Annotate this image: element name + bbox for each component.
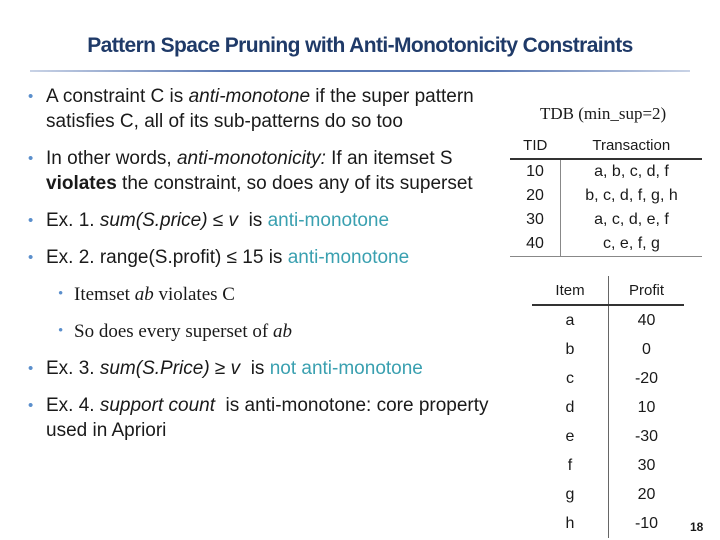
tid-cell: 20 bbox=[526, 187, 544, 204]
profit-cell: -10 bbox=[634, 514, 659, 532]
table-header-row bbox=[510, 132, 702, 159]
transaction-cell: a, c, d, e, f bbox=[561, 208, 703, 232]
tid-header: TID bbox=[510, 132, 561, 159]
slide-title: Pattern Space Pruning with Anti-Monotonicity Constraints bbox=[87, 34, 633, 57]
bullet-example-4 bbox=[26, 393, 506, 443]
item-profit-table bbox=[532, 276, 684, 538]
bullet-emphasis: anti-monotonicity: bbox=[176, 148, 326, 169]
bullet-text: Ex. 3. bbox=[46, 358, 100, 379]
bullet-example-2 bbox=[26, 245, 506, 270]
bullet-emphasis: ab bbox=[134, 284, 154, 305]
bullet-dot-icon: • bbox=[28, 150, 34, 167]
bullet-text: A constraint C is bbox=[46, 86, 189, 107]
table-row bbox=[532, 305, 684, 335]
item-cell: c bbox=[532, 364, 609, 393]
tid-cell: 30 bbox=[526, 211, 544, 228]
bullet-text: if the super pattern satisfies C, all of its sub-patterns do so too bbox=[46, 86, 474, 132]
tid-cell: 40 bbox=[510, 232, 561, 257]
table-row bbox=[532, 480, 684, 509]
bullet-dot-icon: • bbox=[28, 360, 34, 377]
bullet-emphasis: anti-monotone bbox=[188, 86, 311, 107]
bullet-example-1 bbox=[26, 208, 506, 233]
sub-bullet-superset bbox=[26, 319, 506, 344]
bullet-text: In other words, bbox=[46, 148, 177, 169]
bullet-text: Ex. 4. bbox=[46, 395, 100, 416]
bullet-emphasis: ab bbox=[272, 321, 292, 342]
bullet-colored: anti-monotone bbox=[287, 247, 410, 268]
table-row bbox=[510, 184, 702, 208]
bullet-in-other-words bbox=[26, 146, 506, 196]
bullet-text: Itemset bbox=[74, 284, 135, 305]
bullet-text: the constraint, so does any of its superset bbox=[116, 173, 473, 194]
bullet-dot-icon: • bbox=[58, 323, 64, 339]
item-cell: f bbox=[532, 451, 609, 480]
profit-header: Profit bbox=[609, 276, 685, 305]
profit-cell: 30 bbox=[637, 456, 656, 474]
tid-cell: 10 bbox=[526, 163, 544, 180]
bullet-text: is anti-monotone: core property used in Apriori bbox=[46, 395, 494, 441]
bullet-text: Ex. 2. range(S.profit) ≤ 15 is bbox=[46, 247, 288, 268]
table-row bbox=[510, 232, 702, 257]
transaction-cell: a, b, c, d, f bbox=[561, 159, 703, 184]
table-row bbox=[510, 159, 702, 184]
table-row bbox=[532, 509, 684, 538]
item-cell: g bbox=[532, 480, 609, 509]
bullet-text: So does every superset of bbox=[74, 321, 273, 342]
bullet-list bbox=[26, 84, 506, 443]
transaction-cell: b, c, d, f, g, h bbox=[561, 184, 703, 208]
table-row bbox=[532, 364, 684, 393]
table-row bbox=[510, 208, 702, 232]
bullet-text: is bbox=[238, 210, 268, 231]
bullet-text: Ex. 1. bbox=[46, 210, 100, 231]
bullet-text: violates C bbox=[153, 284, 235, 305]
tdb-table-title: TDB (min_sup=2) bbox=[540, 104, 667, 123]
bullet-strong: violates bbox=[46, 173, 117, 194]
profit-cell: -30 bbox=[634, 427, 659, 445]
item-cell: h bbox=[532, 509, 609, 538]
table-row bbox=[532, 451, 684, 480]
profit-cell: 10 bbox=[637, 398, 656, 416]
bullet-example-3 bbox=[26, 356, 506, 381]
bullet-text: is bbox=[240, 358, 270, 379]
page-number: 18 bbox=[690, 520, 704, 534]
transaction-header: Transaction bbox=[561, 132, 703, 159]
sub-bullet-itemset bbox=[26, 282, 506, 307]
item-cell: e bbox=[532, 422, 609, 451]
profit-cell: 0 bbox=[642, 340, 651, 358]
bullet-dot-icon: • bbox=[58, 286, 64, 302]
bullet-emphasis: support count bbox=[99, 395, 215, 416]
table-row bbox=[532, 335, 684, 364]
bullet-colored: not anti-monotone bbox=[269, 358, 423, 379]
bullet-colored: anti-monotone bbox=[267, 210, 390, 231]
profit-cell: -20 bbox=[634, 369, 659, 387]
transaction-cell: c, e, f, g bbox=[561, 232, 703, 257]
transaction-database-table bbox=[510, 132, 702, 257]
profit-cell: 20 bbox=[637, 485, 656, 503]
table-header-row bbox=[532, 276, 684, 305]
bullet-expression: sum(S.price) ≤ v bbox=[99, 210, 239, 231]
item-header: Item bbox=[532, 276, 609, 305]
item-cell: b bbox=[532, 335, 609, 364]
profit-cell: 40 bbox=[637, 311, 656, 329]
item-cell: a bbox=[532, 305, 609, 335]
title-underline bbox=[30, 70, 690, 72]
bullet-dot-icon: • bbox=[28, 212, 34, 229]
bullet-dot-icon: • bbox=[28, 88, 34, 105]
bullet-definition bbox=[26, 84, 506, 134]
bullet-text: If an itemset S bbox=[325, 148, 453, 169]
bullet-dot-icon: • bbox=[28, 249, 34, 266]
item-cell: d bbox=[532, 393, 609, 422]
table-row bbox=[532, 422, 684, 451]
table-row bbox=[532, 393, 684, 422]
bullet-dot-icon: • bbox=[28, 397, 34, 414]
bullet-expression: sum(S.Price) ≥ v bbox=[99, 358, 241, 379]
